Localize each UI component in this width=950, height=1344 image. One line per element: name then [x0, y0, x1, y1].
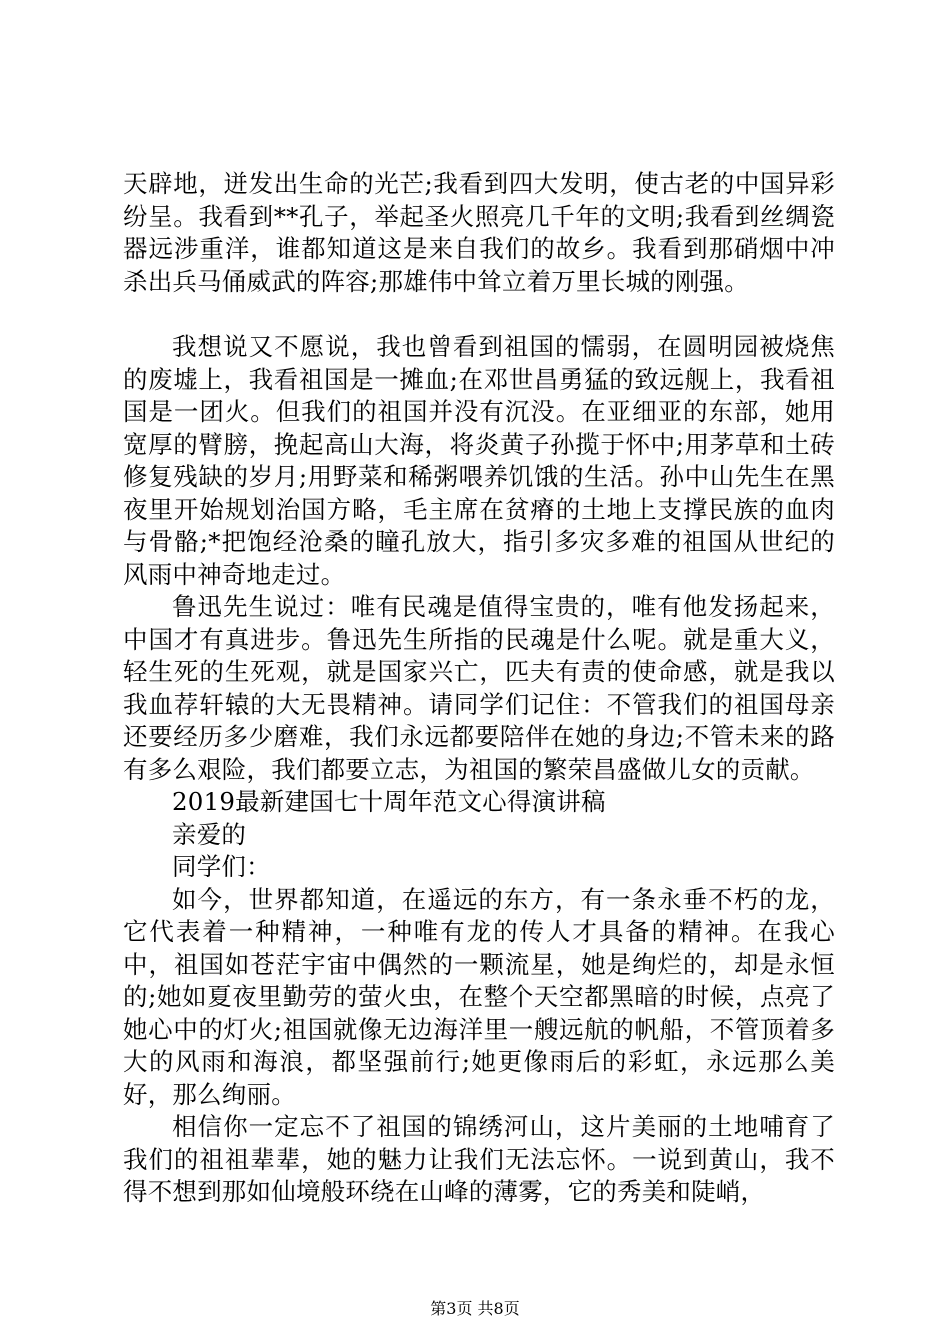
- page-number-footer: 第3页 共8页: [430, 1299, 520, 1318]
- salutation-line-2: 同学们：: [172, 852, 271, 881]
- paragraph-dragon: 如今，世界都知道，在遥远的东方，有一条永垂不朽的龙，它代表着一种精神，一种唯有龙的传人才具备的精神。在我心中，祖国如苍茫宇宙中偶然的一颗流星，她是绚烂的，却是永恒的;她如夏夜里勤劳的萤火虫，在整个天空都黑暗的时候，点亮了她心中的灯火;祖国就像无边海洋里一艘远航的帆船，不管顶着多大的风雨和海浪，都坚强前行;她更像雨后的彩虹，永远那么美好，那么绚丽。: [123, 884, 835, 1109]
- document-body: [123, 168, 835, 1209]
- paragraph-history: 我想说又不愿说，我也曾看到祖国的懦弱，在圆明园被烧焦的废墟上，我看祖国是一摊血;在邓世昌勇猛的致远舰上，我看祖国是一团火。但我们的祖国并没有沉没。在亚细亚的东部，她用宽厚的臂膀，挽起高山大海，将炎黄子孙揽于怀中;用茅草和土砖修复残缺的岁月;用野菜和稀粥喂养饥饿的生活。孙中山先生在黑夜里开始规划治国方略，毛主席在贫瘠的土地上支撑民族的血肉与骨骼;*把饱经沧桑的瞳孔放大，指引多灾多难的祖国从世纪的风雨中神奇地走过。: [123, 332, 835, 589]
- paragraph-landscape: 相信你一定忘不了祖国的锦绣河山，这片美丽的土地哺育了我们的祖祖辈辈，她的魅力让我们无法忘怀。一说到黄山，我不得不想到那如仙境般环绕在山峰的薄雾，它的秀美和陡峭，: [123, 1112, 835, 1206]
- paragraph-continuation: 天辟地，迸发出生命的光芒;我看到四大发明，使古老的中国异彩纷呈。我看到**孔子，举起圣火照亮几千年的文明;我看到丝绸瓷器远涉重洋，谁都知道这是来自我们的故乡。我看到那硝烟中冲杀出兵马俑威武的阵容;那雄伟中耸立着万里长城的刚强。: [123, 169, 835, 296]
- section-title: 2019最新建国七十周年范文心得演讲稿: [172, 787, 606, 816]
- paragraph-lu-xun: 鲁迅先生说过：唯有民魂是值得宝贵的，唯有他发扬起来，中国才有真进步。鲁迅先生所指的民魂是什么呢。就是重大义，轻生死的生死观，就是国家兴亡，匹夫有责的使命感，就是我以我血荐轩辕的大无畏精神。请同学们记住：不管我们的祖国母亲还要经历多少磨难，我们永远都要陪伴在她的身边;不管未来的路有多么艰险，我们都要立志，为祖国的繁荣昌盛做儿女的贡献。: [123, 592, 835, 784]
- salutation-line-1: 亲爱的: [172, 819, 247, 849]
